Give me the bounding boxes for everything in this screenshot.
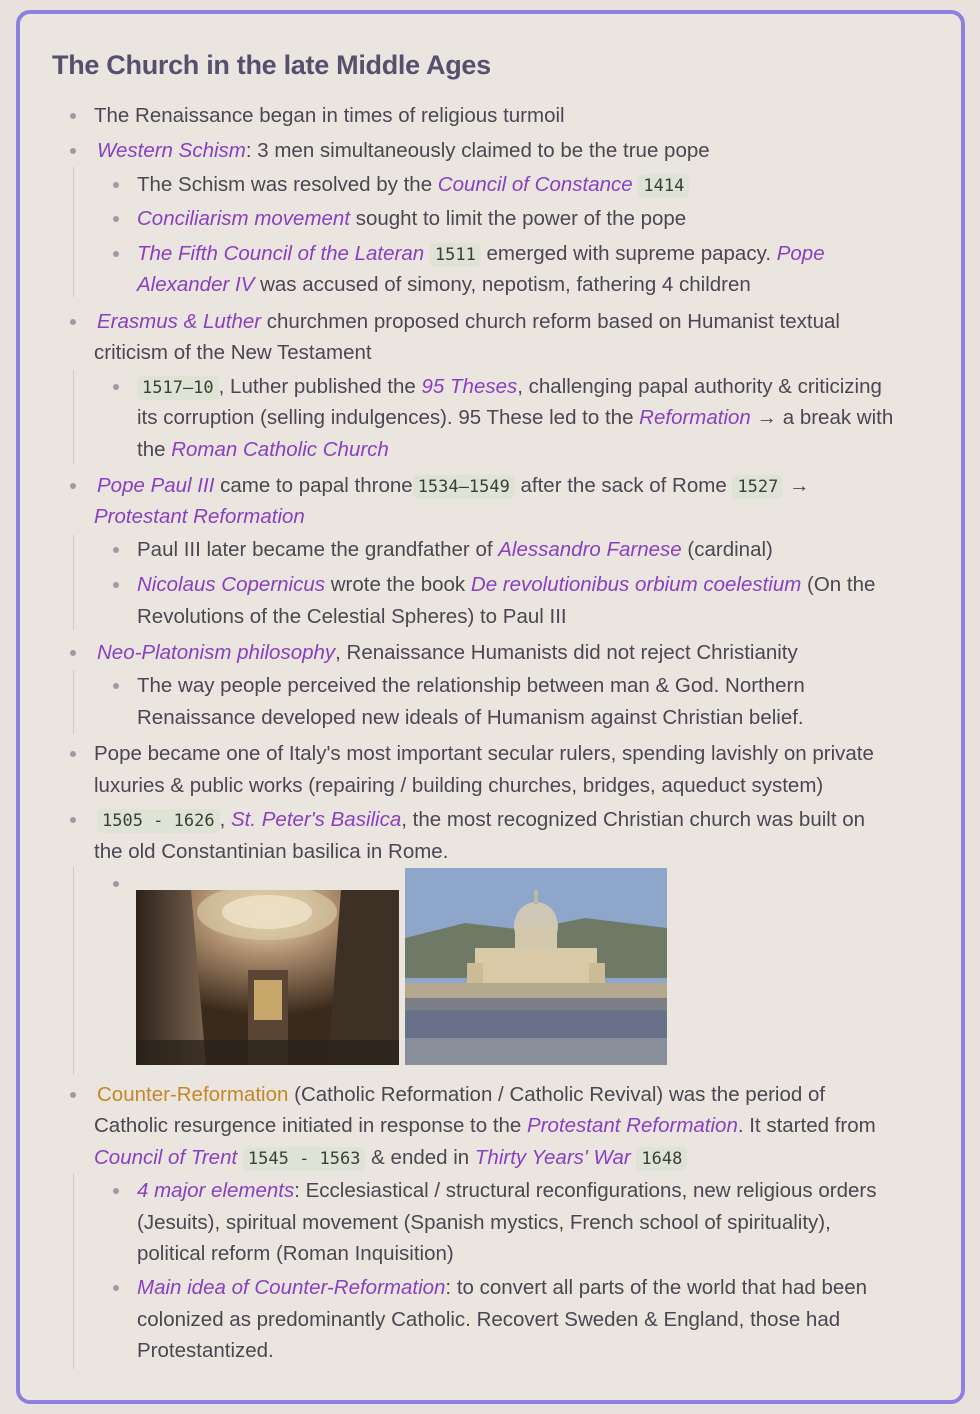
list-item-continuation — [94, 501, 305, 532]
internal-link[interactable]: Council of Constance — [437, 173, 633, 196]
indent-guide — [73, 535, 74, 630]
internal-link[interactable]: De revolutionibus orbium coelestium — [470, 573, 802, 596]
bullet — [70, 751, 76, 757]
bullet — [113, 582, 119, 588]
indent-guide — [73, 670, 74, 734]
bullet — [113, 384, 119, 390]
list-item-text: . It started from — [737, 1114, 876, 1137]
list-item: The way people perceived the relationship between man & God. Northern — [137, 674, 805, 697]
list-item-text: after the sack of Rome — [514, 474, 733, 497]
list-item-text: , — [219, 808, 231, 831]
list-item — [97, 135, 710, 166]
list-item-text: its corruption (selling indulgences). 95 These led to the — [137, 406, 640, 429]
list-item-text: , Luther published the — [218, 375, 422, 398]
internal-link[interactable]: Protestant Reformation — [94, 505, 305, 528]
bullet — [113, 683, 119, 689]
bullet — [113, 182, 119, 188]
list-item-text: churchmen proposed church reform based on Humanist textual — [261, 310, 840, 333]
internal-link[interactable]: St. Peter's Basilica — [231, 808, 402, 831]
list-item-continuation — [137, 402, 893, 433]
list-item-continuation — [137, 269, 751, 300]
bullet — [70, 817, 76, 823]
bullet — [113, 547, 119, 553]
internal-link[interactable]: Alexander IV — [137, 273, 255, 296]
internal-link[interactable]: Reformation — [639, 406, 751, 429]
bullet — [113, 251, 119, 257]
list-item-continuation: colonized as predominantly Catholic. Recovert Sweden & England, those had — [137, 1308, 841, 1331]
internal-link[interactable]: Council of Trent — [94, 1146, 238, 1169]
list-item-text: & ended in — [365, 1146, 475, 1169]
bullet — [70, 650, 76, 656]
internal-link[interactable]: Main idea of Counter-Reformation — [137, 1276, 446, 1299]
page-title: The Church in the late Middle Ages — [52, 50, 491, 80]
internal-link[interactable]: Erasmus & Luther — [97, 310, 262, 333]
date-code: 1511 — [430, 243, 481, 267]
date-code: 1505 - 1626 — [97, 809, 220, 833]
list-item-continuation: Protestantized. — [137, 1339, 274, 1362]
date-code: 1545 - 1563 — [243, 1147, 366, 1171]
list-item-continuation: Revolutions of the Celestial Spheres) to Paul III — [137, 605, 567, 628]
list-item-text: was accused of simony, nepotism, fathering 4 children — [254, 273, 751, 296]
highlight-term[interactable]: Counter-Reformation — [97, 1083, 289, 1106]
list-item-continuation: luxuries & public works (repairing / building churches, bridges, aqueduct system) — [94, 774, 824, 797]
date-code: 1534–1549 — [413, 475, 515, 499]
list-item-continuation: criticism of the New Testament — [94, 341, 372, 364]
list-item-continuation: Renaissance developed new ideals of Humanism against Christian belief. — [137, 706, 804, 729]
list-item — [97, 306, 840, 337]
internal-link[interactable]: Alessandro Farnese — [498, 538, 682, 561]
st-peters-square-photo — [405, 868, 667, 1065]
list-item — [97, 637, 798, 668]
list-item — [137, 238, 825, 271]
list-item-continuation: the old Constantinian basilica in Rome. — [94, 840, 449, 863]
date-code: 1517–10 — [137, 376, 219, 400]
list-item-continuation: (Jesuits), spiritual movement (Spanish mystics, French school of spirituality), — [137, 1211, 831, 1234]
list-item — [97, 470, 810, 503]
bullet — [70, 148, 76, 154]
list-item-text: The Schism was resolved by the — [137, 173, 438, 196]
list-item-text: , Renaissance Humanists did not reject Christianity — [335, 641, 798, 664]
list-item — [137, 1175, 876, 1206]
list-item — [97, 804, 865, 837]
internal-link[interactable]: Pope Paul III — [97, 474, 215, 497]
list-item — [94, 100, 565, 131]
internal-link[interactable]: Roman Catholic Church — [171, 438, 389, 461]
bullet — [70, 1092, 76, 1098]
list-item-text: , the most recognized Christian church was built on — [401, 808, 866, 831]
list-item — [137, 169, 689, 202]
list-item-continuation: political reform (Roman Inquisition) — [137, 1242, 454, 1265]
indent-guide — [73, 867, 74, 1075]
list-item-continuation — [94, 1110, 876, 1141]
internal-link[interactable]: 4 major elements — [137, 1179, 295, 1202]
internal-link[interactable]: Western Schism — [97, 139, 246, 162]
list-item: Pope became one of Italy's most important secular rulers, spending lavishly on private — [94, 742, 874, 765]
list-item — [137, 203, 686, 234]
list-item — [137, 371, 882, 404]
list-item-text: Catholic resurgence initiated in response to the — [94, 1114, 528, 1137]
list-item — [97, 1079, 825, 1110]
list-item-text: (On the — [801, 573, 876, 596]
internal-link[interactable]: Conciliarism movement — [137, 207, 351, 230]
internal-link[interactable]: Thirty Years' War — [474, 1146, 631, 1169]
internal-link[interactable]: The Fifth Council of the Lateran — [137, 242, 425, 265]
date-code: 1527 — [732, 475, 783, 499]
basilica-interior-photo — [136, 890, 399, 1065]
bullet — [70, 319, 76, 325]
bullet — [113, 881, 119, 887]
list-item — [137, 534, 773, 565]
list-item — [137, 1272, 867, 1303]
list-item-text: , challenging papal authority & criticizing — [517, 375, 882, 398]
list-item-text: came to papal throne — [214, 474, 413, 497]
list-item-text: sought to limit the power of the pope — [350, 207, 687, 230]
list-item-text: : Ecclesiastical / structural reconfigurations, new religious orders — [294, 1179, 877, 1202]
indent-guide — [73, 1173, 74, 1369]
date-code: 1648 — [636, 1147, 687, 1171]
internal-link[interactable]: Pope — [776, 242, 825, 265]
list-item — [137, 569, 875, 600]
list-item-continuation — [94, 1142, 687, 1175]
bullet — [113, 1188, 119, 1194]
list-item-text: : 3 men simultaneously claimed to be the true pope — [245, 139, 710, 162]
internal-link[interactable]: Nicolaus Copernicus — [137, 573, 326, 596]
bullet — [70, 113, 76, 119]
list-item-text: (cardinal) — [681, 538, 773, 561]
date-code: 1414 — [638, 174, 689, 198]
indent-guide — [73, 370, 74, 464]
list-item-text: wrote the book — [325, 573, 471, 596]
list-item-text: → a break with — [750, 406, 894, 429]
list-item-text: The Renaissance began in times of religious turmoil — [94, 104, 565, 127]
internal-link[interactable]: Neo-Platonism philosophy — [97, 641, 336, 664]
bullet — [70, 483, 76, 489]
list-item-text: : to convert all parts of the world that had been — [445, 1276, 868, 1299]
list-item-text: Paul III later became the grandfather of — [137, 538, 499, 561]
list-item-text: → — [783, 474, 810, 497]
list-item-text: the — [137, 438, 172, 461]
list-item-text: (Catholic Reformation / Catholic Revival) was the period of — [288, 1083, 826, 1106]
bullet — [113, 1285, 119, 1291]
list-item-text: emerged with supreme papacy. — [480, 242, 777, 265]
indent-guide — [73, 167, 74, 297]
bullet — [113, 216, 119, 222]
internal-link[interactable]: 95 Theses — [421, 375, 518, 398]
list-item-continuation — [137, 434, 389, 465]
internal-link[interactable]: Protestant Reformation — [527, 1114, 738, 1137]
